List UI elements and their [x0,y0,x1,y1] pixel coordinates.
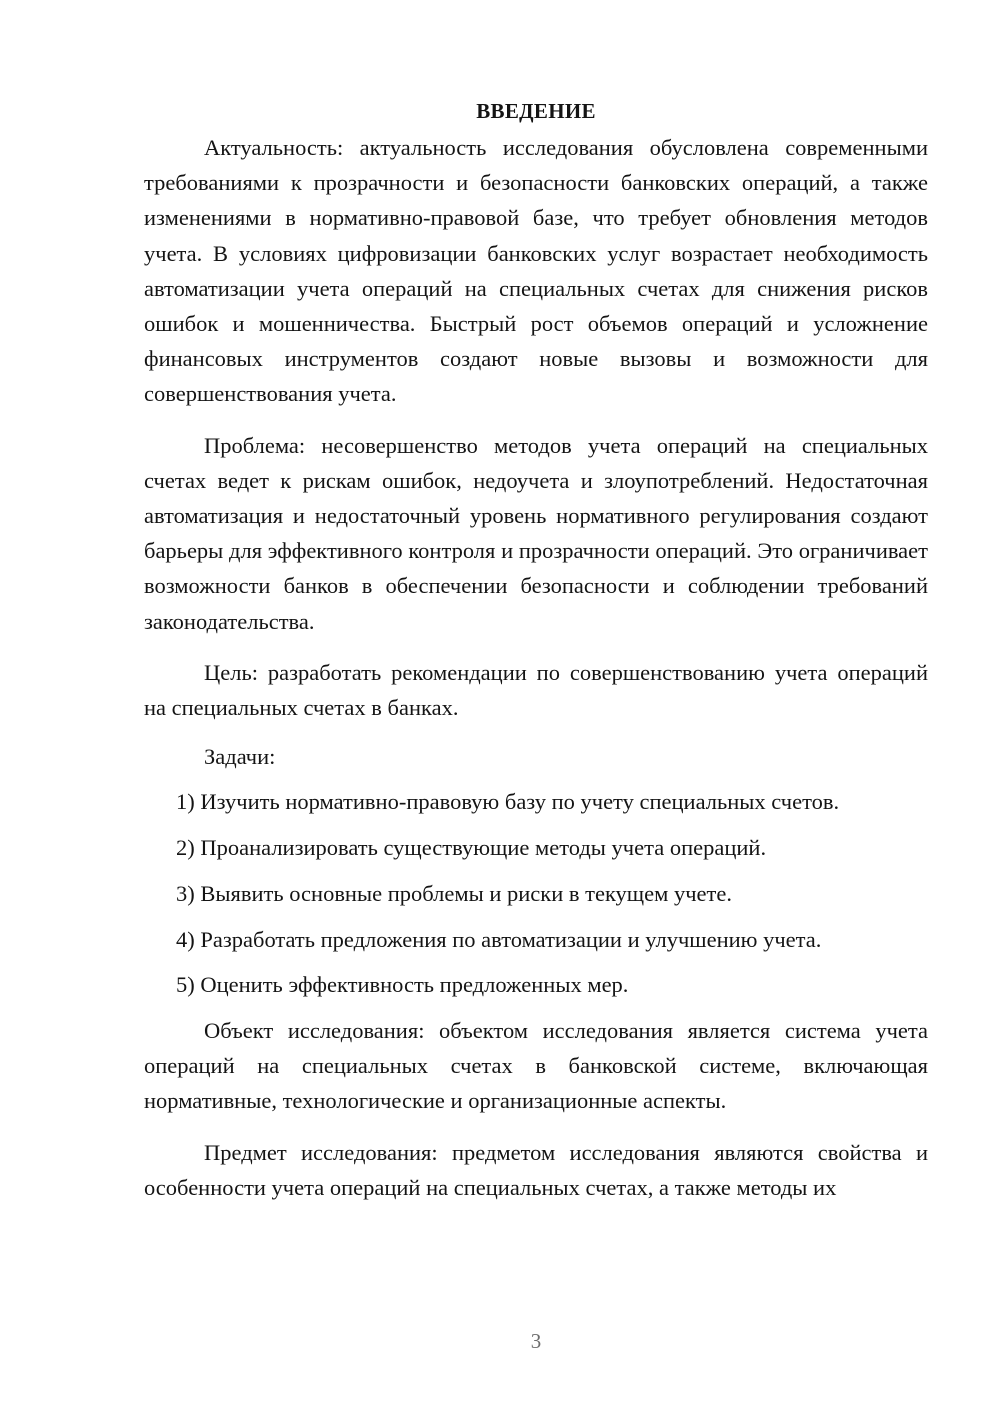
task-item-2: 2) Проанализировать существующие методы учета операций. [176,835,767,861]
task-item-3: 3) Выявить основные проблемы и риски в текущем учете. [176,880,732,906]
task-item-4: 4) Разработать предложения по автоматизации и улучшению учета. [176,926,822,952]
page-body [144,96,928,1221]
object-paragraph: Объект исследования: объектом исследования является система учета операций на специальных счетах в банковской системе, включающая нормативные, технологические и организационные аспекты. [144,1017,928,1114]
task-item-1: 1) Изучить нормативно-правовую базу по учету специальных счетов. [176,789,840,815]
section-heading: ВВЕДЕНИЕ [476,99,596,123]
relevance-paragraph: Актуальность: актуальность исследования обусловлена современными требованиями к прозрачности и безопасности банковских операций, а также изменениями в нормативно-правовой базе, что требует обновления методов учета. В условиях цифровизации банковских услуг возрастает необходимость автоматизации учета операций на специальных счетах для снижения рисков ошибок и мошенничества. Быстрый рост объемов операций и усложнение финансовых инструментов создают новые вызовы и возможности для совершенствования учета. [144,135,928,407]
goal-paragraph: Цель: разработать рекомендации по совершенствованию учета операций на специальных счетах в банках. [144,659,928,721]
tasks-list [144,784,928,1002]
problem-paragraph: Проблема: несовершенство методов учета операций на специальных счетах ведет к рискам ошибок, недоучета и злоупотреблений. Недостаточная автоматизация и недостаточный уровень нормативного регулирования создают барьеры для эффективного контроля и прозрачности операций. Это ограничивает возможности банков в обеспечении безопасности и соблюдении требований законодательства. [144,432,928,634]
subject-paragraph: Предмет исследования: предметом исследования являются свойства и особенности учета операций на специальных счетах, а также методы их [144,1139,928,1200]
task-item-5: 5) Оценить эффективность предложенных мер. [176,972,629,998]
page-number: 3 [530,1329,542,1353]
tasks-label: Задачи: [204,744,276,770]
